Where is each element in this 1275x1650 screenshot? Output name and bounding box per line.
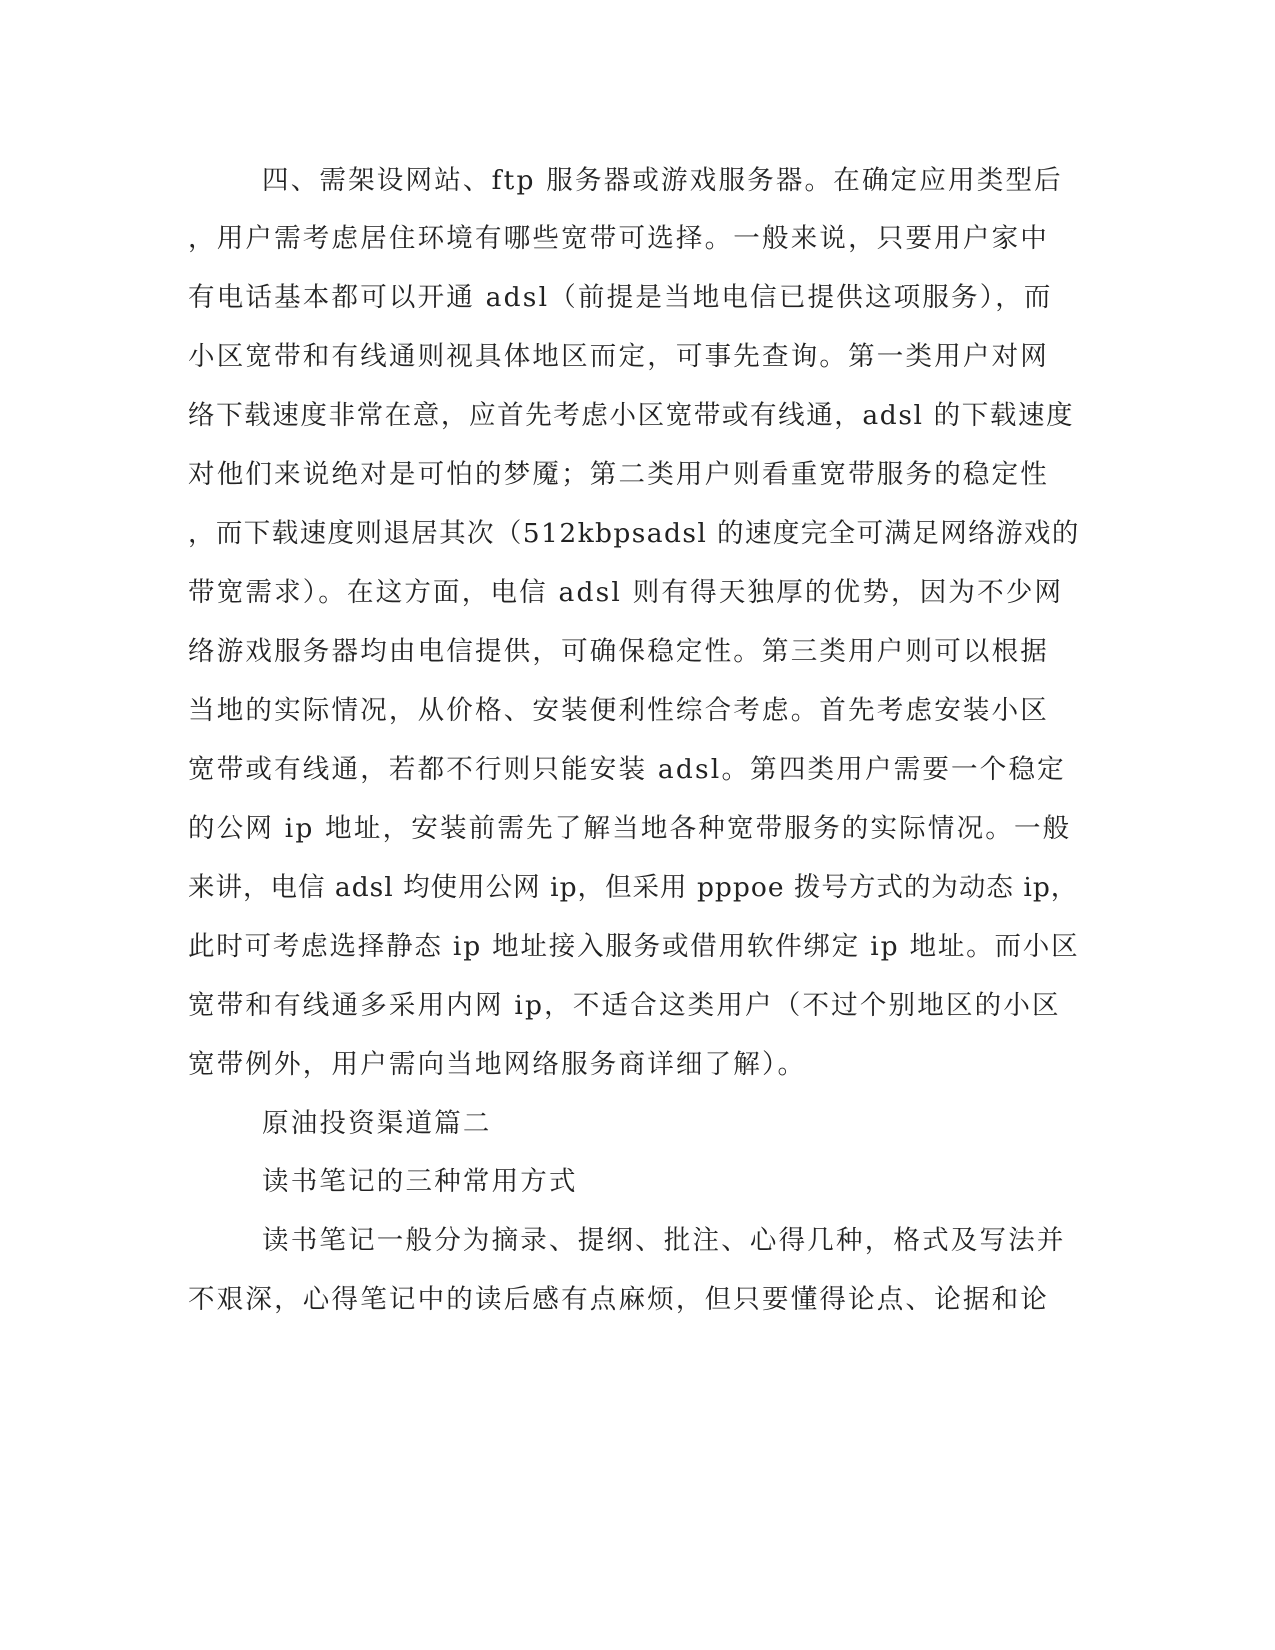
paragraph-1-line-8: 带宽需求）。在这方面，电信 adsl 则有得天独厚的优势，因为不少网 [188, 577, 1064, 608]
paragraph-1-line-2: ，用户需考虑居住环境有哪些宽带可选择。一般来说，只要用户家中 [188, 223, 1049, 254]
section-heading: 原油投资渠道篇二 [262, 1108, 492, 1139]
paragraph-1-line-13: 来讲，电信 adsl 均使用公网 ip，但采用 pppoe 拨号方式的为动态 ip， [188, 872, 1079, 903]
paragraph-1-line-11: 宽带或有线通，若都不行则只能安装 adsl。第四类用户需要一个稳定 [188, 754, 1066, 785]
paragraph-2-line-2: 不艰深，心得笔记中的读后感有点麻烦，但只要懂得论点、论据和论 [188, 1284, 1049, 1315]
paragraph-1-line-14: 此时可考虑选择静态 ip 地址接入服务或借用软件绑定 ip 地址。而小区 [188, 931, 1080, 962]
paragraph-1-line-16: 宽带例外，用户需向当地网络服务商详细了解）。 [188, 1049, 807, 1080]
article-title: 读书笔记的三种常用方式 [262, 1166, 578, 1197]
paragraph-1-line-6: 对他们来说绝对是可怕的梦魇；第二类用户则看重宽带服务的稳定性 [188, 459, 1049, 490]
paragraph-1-line-15: 宽带和有线通多采用内网 ip，不适合这类用户（不过个别地区的小区 [188, 990, 1061, 1021]
paragraph-1-line-3: 有电话基本都可以开通 adsl（前提是当地电信已提供这项服务），而 [188, 282, 1053, 313]
paragraph-1-line-9: 络游戏服务器均由电信提供，可确保稳定性。第三类用户则可以根据 [188, 636, 1049, 667]
paragraph-1-line-1: 四、需架设网站、ftp 服务器或游戏服务器。在确定应用类型后 [262, 165, 1063, 196]
paragraph-2-line-1: 读书笔记一般分为摘录、提纲、批注、心得几种，格式及写法并 [262, 1225, 1066, 1256]
paragraph-1-line-4: 小区宽带和有线通则视具体地区而定，可事先查询。第一类用户对网 [188, 341, 1049, 372]
paragraph-1-line-12: 的公网 ip 地址，安装前需先了解当地各种宽带服务的实际情况。一般 [188, 813, 1072, 844]
paragraph-1-line-10: 当地的实际情况，从价格、安装便利性综合考虑。首先考虑安装小区 [188, 695, 1049, 726]
paragraph-1-line-5: 络下载速度非常在意，应首先考虑小区宽带或有线通，adsl 的下载速度 [188, 400, 1075, 431]
paragraph-1-line-7: ，而下载速度则退居其次（512kbpsadsl 的速度完全可满足网络游戏的 [188, 518, 1080, 549]
